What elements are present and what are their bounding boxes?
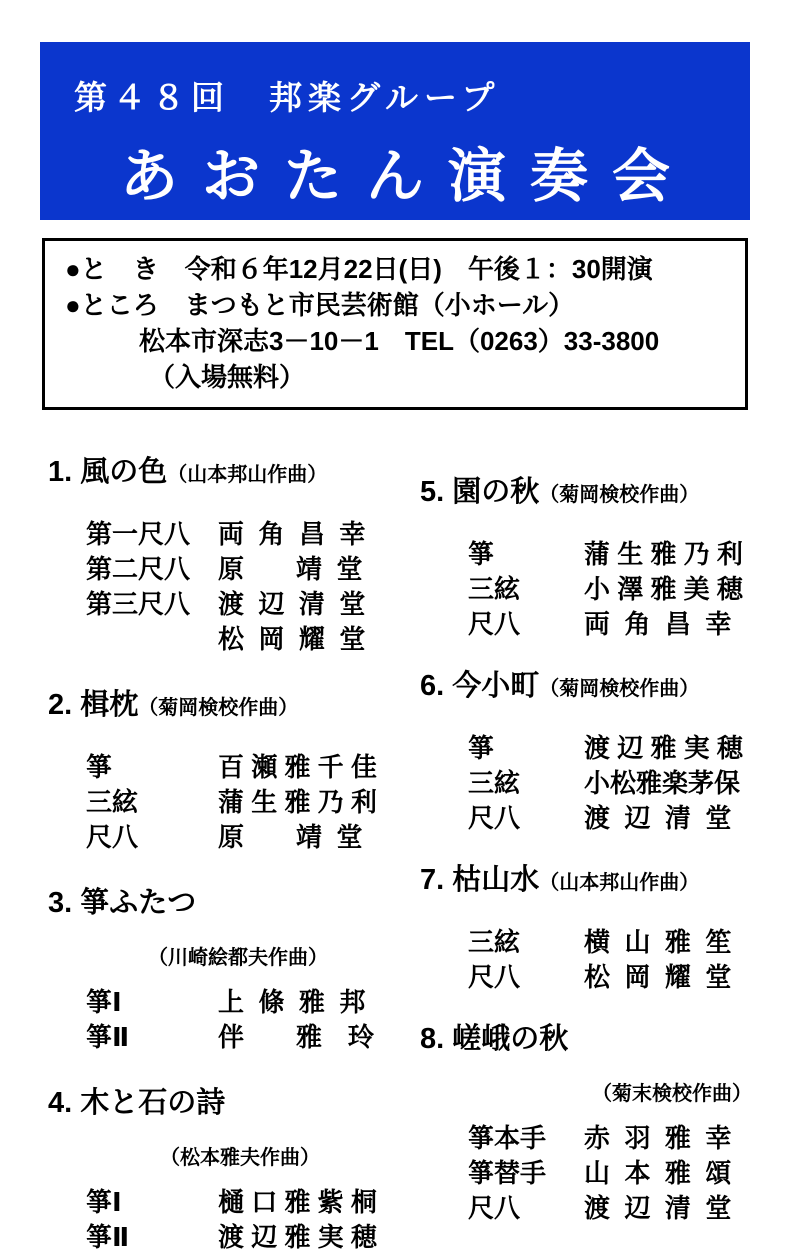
- instrument-label: 第二尺八: [86, 554, 191, 585]
- instrument-label: 箏: [86, 752, 113, 783]
- instrument-label: 箏Ⅱ: [86, 1022, 130, 1053]
- performer-list: [420, 731, 758, 836]
- performer-list: [48, 750, 420, 855]
- piece-composer: （山本邦山作曲）: [539, 872, 700, 895]
- program-item-8: [420, 1021, 758, 1226]
- piece-number: 3.: [48, 887, 73, 920]
- instrument-label: 第一尺八: [86, 519, 191, 550]
- piece-title: 嵯峨の秋: [452, 1023, 569, 1056]
- performer-name: 渡 辺 清 堂: [218, 589, 366, 620]
- performer-list: [420, 925, 758, 995]
- piece-composer: （菊岡検校作曲）: [138, 697, 299, 720]
- performer-name: 渡 辺 雅 実 穂: [218, 1222, 377, 1253]
- instrument-label: 尺八: [468, 962, 521, 993]
- instrument-label: 尺八: [86, 822, 139, 853]
- event-place-line: ●ところ まつもと市民芸術館（小ホール）: [65, 290, 575, 320]
- piece-title-line: [420, 474, 758, 513]
- performer-row: [420, 607, 758, 642]
- piece-composer: （山本邦山作曲）: [167, 464, 328, 487]
- performer-name: 小 澤 雅 美 穂: [584, 574, 743, 605]
- instrument-label: 箏: [468, 539, 495, 570]
- piece-number: 1.: [48, 456, 73, 489]
- piece-title: 木と石の詩: [80, 1087, 226, 1120]
- instrument-label: 三絃: [468, 768, 521, 799]
- event-address-line: 松本市深志3－10－1 TEL（0263）33-3800: [139, 326, 660, 356]
- performer-list: [420, 537, 758, 642]
- performer-row: [48, 517, 420, 552]
- performer-row: [420, 731, 758, 766]
- piece-number: 4.: [48, 1087, 73, 1120]
- performer-name: 百 瀬 雅 千 佳: [218, 752, 377, 783]
- performer-row: [48, 785, 420, 820]
- instrument-label: 三絃: [468, 574, 521, 605]
- program-list: [48, 430, 758, 1255]
- piece-composer: （菊岡検校作曲）: [539, 678, 700, 701]
- instrument-label: 箏Ⅰ: [86, 1187, 122, 1218]
- piece-number: 8.: [420, 1023, 445, 1056]
- program-item-7: [420, 862, 758, 995]
- performer-name: 樋 口 雅 紫 桐: [218, 1187, 377, 1218]
- piece-composer: （川崎絵都夫作曲）: [148, 947, 328, 970]
- performer-name: 原 靖 堂: [218, 822, 363, 853]
- banner-title: あおたん演奏会: [119, 142, 694, 210]
- performer-row: [48, 750, 420, 785]
- instrument-label: 尺八: [468, 803, 521, 834]
- piece-title-line: [48, 454, 420, 493]
- program-item-5: [420, 474, 758, 642]
- banner-subtitle: 第４８回 邦楽グループ: [74, 78, 501, 117]
- piece-title: 園の秋: [452, 476, 540, 509]
- piece-composer: （菊末検校作曲）: [592, 1083, 752, 1106]
- piece-title: 風の色: [80, 456, 168, 489]
- event-info-box: [42, 238, 748, 410]
- performer-list: [48, 985, 420, 1055]
- piece-title-line: [420, 1021, 758, 1057]
- piece-title-line: [48, 687, 420, 726]
- performer-name: 両 角 昌 幸: [584, 609, 732, 640]
- performer-row: [420, 766, 758, 801]
- performer-name: 両 角 昌 幸: [218, 519, 366, 550]
- piece-number: 5.: [420, 476, 445, 509]
- performer-row: [48, 587, 420, 622]
- instrument-label: 三絃: [468, 927, 521, 958]
- piece-title: 枯山水: [452, 864, 540, 897]
- performer-name: 山 本 雅 頌: [584, 1158, 732, 1189]
- performer-name: 赤 羽 雅 幸: [584, 1123, 732, 1154]
- performer-row: [48, 1220, 420, 1255]
- performer-row: [48, 985, 420, 1020]
- instrument-label: 箏本手: [468, 1123, 547, 1154]
- piece-title: 今小町: [452, 670, 540, 703]
- piece-title-line: [420, 668, 758, 707]
- performer-list: [48, 1185, 420, 1255]
- performer-name: 小松雅楽茅保: [584, 768, 741, 799]
- program-item-4: [48, 1085, 420, 1255]
- performer-row: [48, 1020, 420, 1055]
- piece-composer: （菊岡検校作曲）: [539, 484, 700, 507]
- performer-row: [420, 1156, 758, 1191]
- performer-name: 蒲 生 雅 乃 利: [584, 539, 743, 570]
- performer-row: [420, 1121, 758, 1156]
- performer-row: [48, 820, 420, 855]
- event-admission-line: （入場無料）: [149, 362, 306, 392]
- instrument-label: 尺八: [468, 1193, 521, 1224]
- performer-name: 渡 辺 清 堂: [584, 1193, 732, 1224]
- performer-name: 原 靖 堂: [218, 554, 363, 585]
- program-item-1: [48, 454, 420, 657]
- program-item-3: [48, 885, 420, 1055]
- performer-row: [420, 925, 758, 960]
- piece-title: 楫枕: [80, 689, 139, 722]
- performer-name: 蒲 生 雅 乃 利: [218, 787, 377, 818]
- performer-row: [420, 801, 758, 836]
- performer-name: 横 山 雅 笙: [584, 927, 732, 958]
- performer-name: 上 條 雅 邦: [218, 987, 366, 1018]
- program-item-2: [48, 687, 420, 855]
- event-date-line: ●と き 令和６年12月22日(日) 午後１：30開演: [65, 254, 653, 284]
- performer-name: 渡 辺 清 堂: [584, 803, 732, 834]
- performer-row: [420, 960, 758, 995]
- piece-number: 7.: [420, 864, 445, 897]
- performer-row: [420, 537, 758, 572]
- performer-list: [48, 517, 420, 657]
- program-column-right: [420, 430, 758, 1255]
- performer-list: [420, 1121, 758, 1226]
- performer-row: [48, 552, 420, 587]
- piece-title-line: [48, 1085, 420, 1121]
- piece-number: 6.: [420, 670, 445, 703]
- instrument-label: 箏Ⅱ: [86, 1222, 130, 1253]
- program-item-6: [420, 668, 758, 836]
- performer-row: [48, 1185, 420, 1220]
- header-banner: [40, 42, 750, 220]
- instrument-label: 箏Ⅰ: [86, 987, 122, 1018]
- performer-name: 松 岡 耀 堂: [584, 962, 732, 993]
- piece-title-line: [48, 885, 420, 921]
- instrument-label: 箏: [468, 733, 495, 764]
- instrument-label: 尺八: [468, 609, 521, 640]
- performer-name: 伴 雅 玲: [218, 1022, 375, 1053]
- instrument-label: [86, 622, 218, 657]
- performer-row: [48, 622, 420, 657]
- performer-name: 渡 辺 雅 実 穂: [584, 733, 743, 764]
- performer-row: [420, 572, 758, 607]
- instrument-label: 三絃: [86, 787, 139, 818]
- instrument-label: 箏替手: [468, 1158, 547, 1189]
- performer-name: 松 岡 耀 堂: [218, 624, 366, 655]
- program-column-left: [48, 430, 420, 1255]
- piece-title-line: [420, 862, 758, 901]
- piece-number: 2.: [48, 689, 73, 722]
- piece-title: 箏ふたつ: [80, 887, 197, 920]
- instrument-label: 第三尺八: [86, 589, 191, 620]
- performer-row: [420, 1191, 758, 1226]
- piece-composer: （松本雅夫作曲）: [160, 1147, 320, 1170]
